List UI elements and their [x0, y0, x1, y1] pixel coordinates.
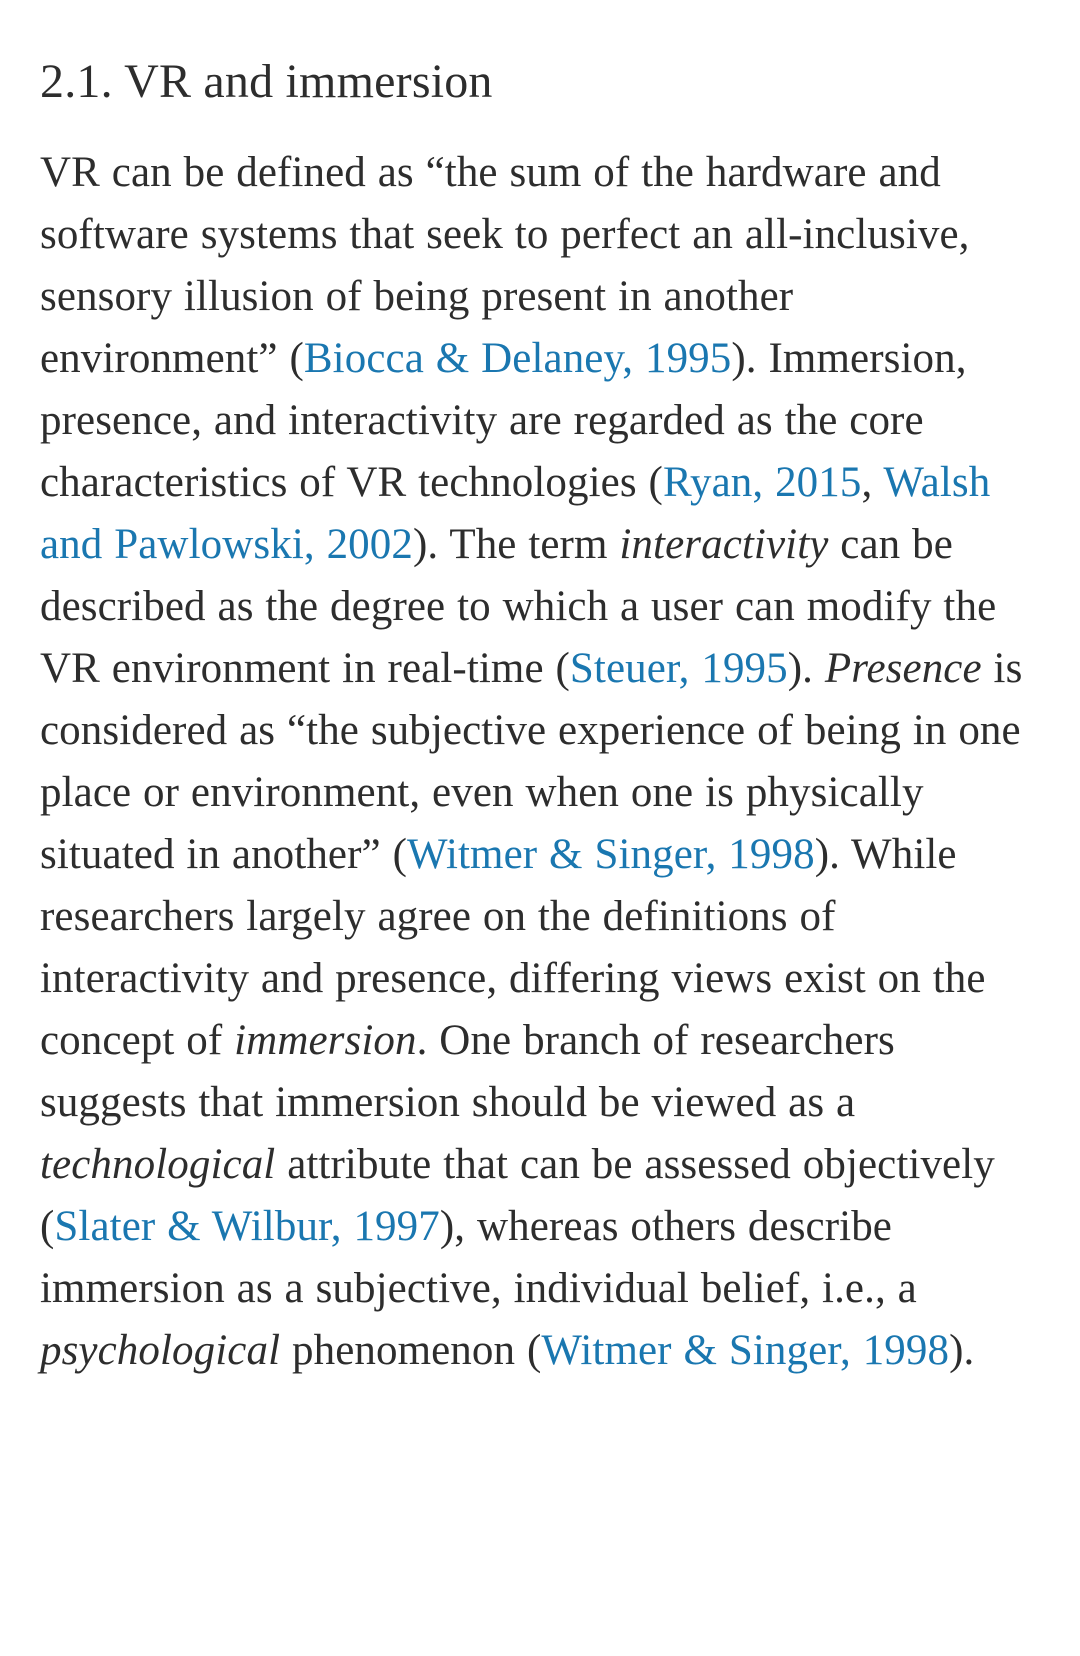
section-heading: 2.1. VR and immersion	[40, 55, 493, 108]
citation-link[interactable]: Walsh and Pawlowski, 2002	[40, 459, 991, 568]
body-text-run: ). Immersion, presence, and interactivity are regarded as the core characteristics of VR technologies (	[40, 335, 967, 506]
body-text-run: ,	[861, 459, 884, 506]
emphasized-term: interactivity	[619, 521, 829, 568]
body-text-run: ). The term	[412, 521, 620, 568]
body-text-run: . One branch of researchers suggests that immersion should be viewed as a	[40, 1017, 895, 1126]
body-text-run: is considered as “the subjective experience of being in one place or environment, even when one is physically situated in another” (	[40, 645, 1023, 878]
emphasized-term: immersion	[234, 1017, 417, 1064]
emphasized-term: psychological	[40, 1327, 281, 1374]
body-text-run: attribute that can be assessed objectively (	[40, 1141, 995, 1250]
body-text-run: ). While researchers largely agree on the definitions of interactivity and presence, differing views exist on the concept of	[40, 831, 986, 1064]
body-text-run: can be described as the degree to which a user can modify the VR environment in real-time (	[40, 521, 997, 692]
citation-link[interactable]: Ryan, 2015	[662, 459, 862, 506]
citation-link[interactable]: Witmer & Singer, 1998	[541, 1327, 950, 1374]
body-text-run: ).	[787, 645, 825, 692]
emphasized-term: technological	[40, 1141, 276, 1188]
citation-link[interactable]: Witmer & Singer, 1998	[406, 831, 815, 878]
section-paragraph	[40, 142, 1040, 1382]
body-text-run: ), whereas others describe immersion as a subjective, individual belief, i.e., a	[40, 1203, 917, 1312]
citation-link[interactable]: Slater & Wilbur, 1997	[54, 1203, 440, 1250]
emphasized-term: Presence	[824, 645, 982, 692]
body-text-run: ).	[949, 1327, 975, 1374]
citation-link[interactable]: Steuer, 1995	[569, 645, 788, 692]
body-text-run: phenomenon (	[280, 1327, 542, 1374]
citation-link[interactable]: Biocca & Delaney, 1995	[303, 335, 732, 382]
body-text-run: VR can be defined as “the sum of the hardware and software systems that seek to perfect an all-inclusive, sensory illusion of being present in another environment” (	[40, 149, 970, 382]
